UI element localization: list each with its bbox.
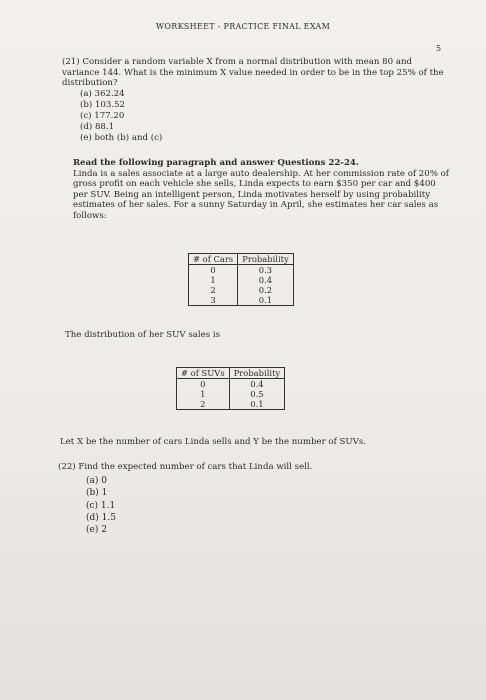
cell: 0.1: [238, 295, 294, 306]
instructions-block: [73, 158, 453, 221]
scenario-paragraph: Linda is a sales associate at a large auto dealership. At her commission rate of 20% of gross profit on each vehicle she sells, Linda expects to earn $350 per car and $400 per SUV. Being an intelligent person, Linda motivates herself by using probability estimates of her sales. For a sunny Saturday in April, she estimates her car sales as follows:: [73, 168, 449, 221]
q21-option-e: (e) both (b) and (c): [80, 133, 163, 143]
cell: 0.5: [229, 389, 285, 399]
table-row: [177, 389, 285, 399]
cars-distribution-table: [188, 253, 294, 306]
q21-option-b: (b) 103.52: [80, 100, 126, 110]
q21-option-c: (c) 177.20: [80, 111, 125, 121]
cell: 0: [200, 379, 206, 389]
question-21-options: [80, 89, 162, 144]
page-number: 5: [436, 44, 442, 53]
suv-distribution-intro: The distribution of her SUV sales is: [65, 330, 221, 340]
page-header: WORKSHEET - PRACTICE FINAL EXAM: [155, 22, 331, 31]
cell: 2: [210, 285, 216, 295]
cars-col-header: # of Cars: [189, 254, 238, 265]
instructions-heading: Read the following paragraph and answer Questions 22-24.: [73, 158, 359, 168]
table-row: [189, 285, 294, 295]
q22-option-a: (a) 0: [86, 476, 107, 486]
suvs-col-header: # of SUVs: [177, 368, 230, 379]
table-row: [177, 379, 285, 390]
cell: 0.2: [238, 285, 294, 295]
cell: 1: [200, 389, 206, 399]
table-row: [189, 275, 294, 285]
table-row: [177, 399, 285, 410]
probability-col-header: Probability: [238, 254, 294, 265]
cell: 1: [210, 275, 216, 285]
question-22-options: [86, 475, 116, 536]
q21-option-d: (d) 88.1: [80, 122, 115, 132]
question-21-stem: (21) Consider a random variable X from a normal distribution with mean 80 and variance 144. What is the minimum X value needed in order to be in the top 25% of the distribution?: [62, 57, 444, 88]
cell: 0.1: [229, 399, 285, 410]
variable-definition: Let X be the number of cars Linda sells and Y be the number of SUVs.: [60, 437, 366, 447]
suv-distribution-table: [176, 367, 285, 410]
question-22-stem: (22) Find the expected number of cars that Linda will sell.: [58, 462, 313, 472]
q22-option-b: (b) 1: [86, 488, 108, 499]
probability-col-header: Probability: [229, 368, 285, 379]
cell: 0.4: [238, 275, 294, 285]
table-row: [189, 295, 294, 306]
table-row: [189, 265, 294, 276]
cell: 0.4: [229, 379, 285, 390]
q22-option-d: (d) 1.5: [86, 512, 116, 523]
q22-option-e: (e) 2: [86, 525, 107, 536]
cell: 0.3: [238, 265, 294, 276]
cell: 0: [210, 265, 216, 275]
q21-option-a: (a) 362.24: [80, 89, 125, 99]
cell: 3: [210, 295, 216, 305]
cell: 2: [200, 399, 206, 409]
q22-option-c: (c) 1.1: [86, 500, 116, 511]
